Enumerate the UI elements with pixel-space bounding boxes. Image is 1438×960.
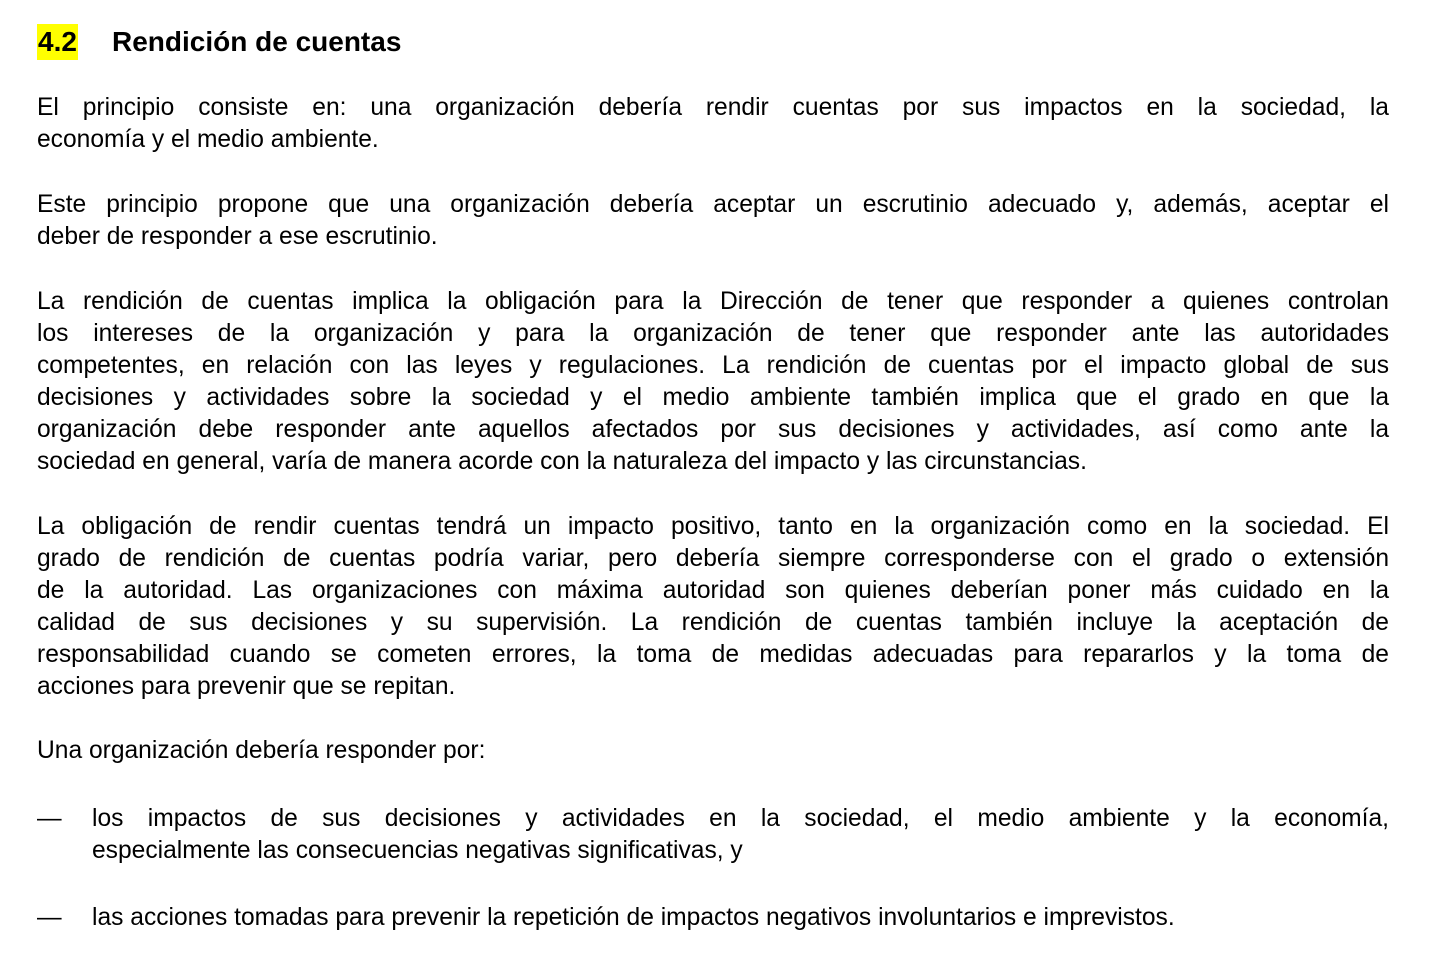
text-line: de la autoridad. Las organizaciones con máxima autoridad son quienes deberían poner más cuidado en la: [37, 577, 1389, 604]
paragraph: [37, 92, 1389, 156]
list-item-text: [92, 902, 1389, 934]
text-line: los intereses de la organización y para la organización de tener que responder ante las autoridades: [37, 320, 1389, 347]
text-line: sociedad en general, varía de manera acorde con la naturaleza del impacto y las circunstancias.: [37, 448, 1087, 475]
text-line: grado de rendición de cuentas podría variar, pero debería siempre corresponderse con el grado o extensión: [37, 545, 1389, 572]
paragraph: [37, 735, 1389, 767]
text-line: los impactos de sus decisiones y actividades en la sociedad, el medio ambiente y la economía,: [92, 805, 1389, 832]
text-line: Este principio propone que una organización debería aceptar un escrutinio adecuado y, además, aceptar el: [37, 191, 1389, 218]
text-line: responsabilidad cuando se cometen errores, la toma de medidas adecuadas para repararlos y la toma de: [37, 641, 1389, 668]
section-title: Rendición de cuentas: [112, 26, 402, 57]
text-line: El principio consiste en: una organización debería rendir cuentas por sus impactos en la sociedad, la: [37, 94, 1389, 121]
text-line: economía y el medio ambiente.: [37, 126, 379, 153]
paragraph: [37, 189, 1389, 253]
list-item-text: [92, 803, 1389, 867]
text-line: las acciones tomadas para prevenir la repetición de impactos negativos involuntarios e imprevistos.: [92, 904, 1175, 931]
text-line: especialmente las consecuencias negativas significativas, y: [92, 837, 743, 864]
text-line: deber de responder a ese escrutinio.: [37, 223, 438, 250]
text-line: calidad de sus decisiones y su supervisión. La rendición de cuentas también incluye la aceptación de: [37, 609, 1389, 636]
text-line: La obligación de rendir cuentas tendrá un impacto positivo, tanto en la organización como en la sociedad. El: [37, 513, 1389, 540]
text-line: La rendición de cuentas implica la obligación para la Dirección de tener que responder a quienes controlan: [37, 288, 1389, 315]
dash-bullet: —: [37, 805, 62, 832]
dash-bullet: —: [37, 904, 62, 931]
text-line: organización debe responder ante aquellos afectados por sus decisiones y actividades, así como ante la: [37, 416, 1389, 443]
paragraph: [37, 286, 1389, 478]
text-line: decisiones y actividades sobre la sociedad y el medio ambiente también implica que el grado en que la: [37, 384, 1389, 411]
section-number: 4.2: [37, 24, 78, 60]
text-line: acciones para prevenir que se repitan.: [37, 673, 456, 700]
text-line: competentes, en relación con las leyes y regulaciones. La rendición de cuentas por el impacto global de sus: [37, 352, 1389, 379]
paragraph: [37, 511, 1389, 703]
text-line: Una organización debería responder por:: [37, 737, 486, 764]
